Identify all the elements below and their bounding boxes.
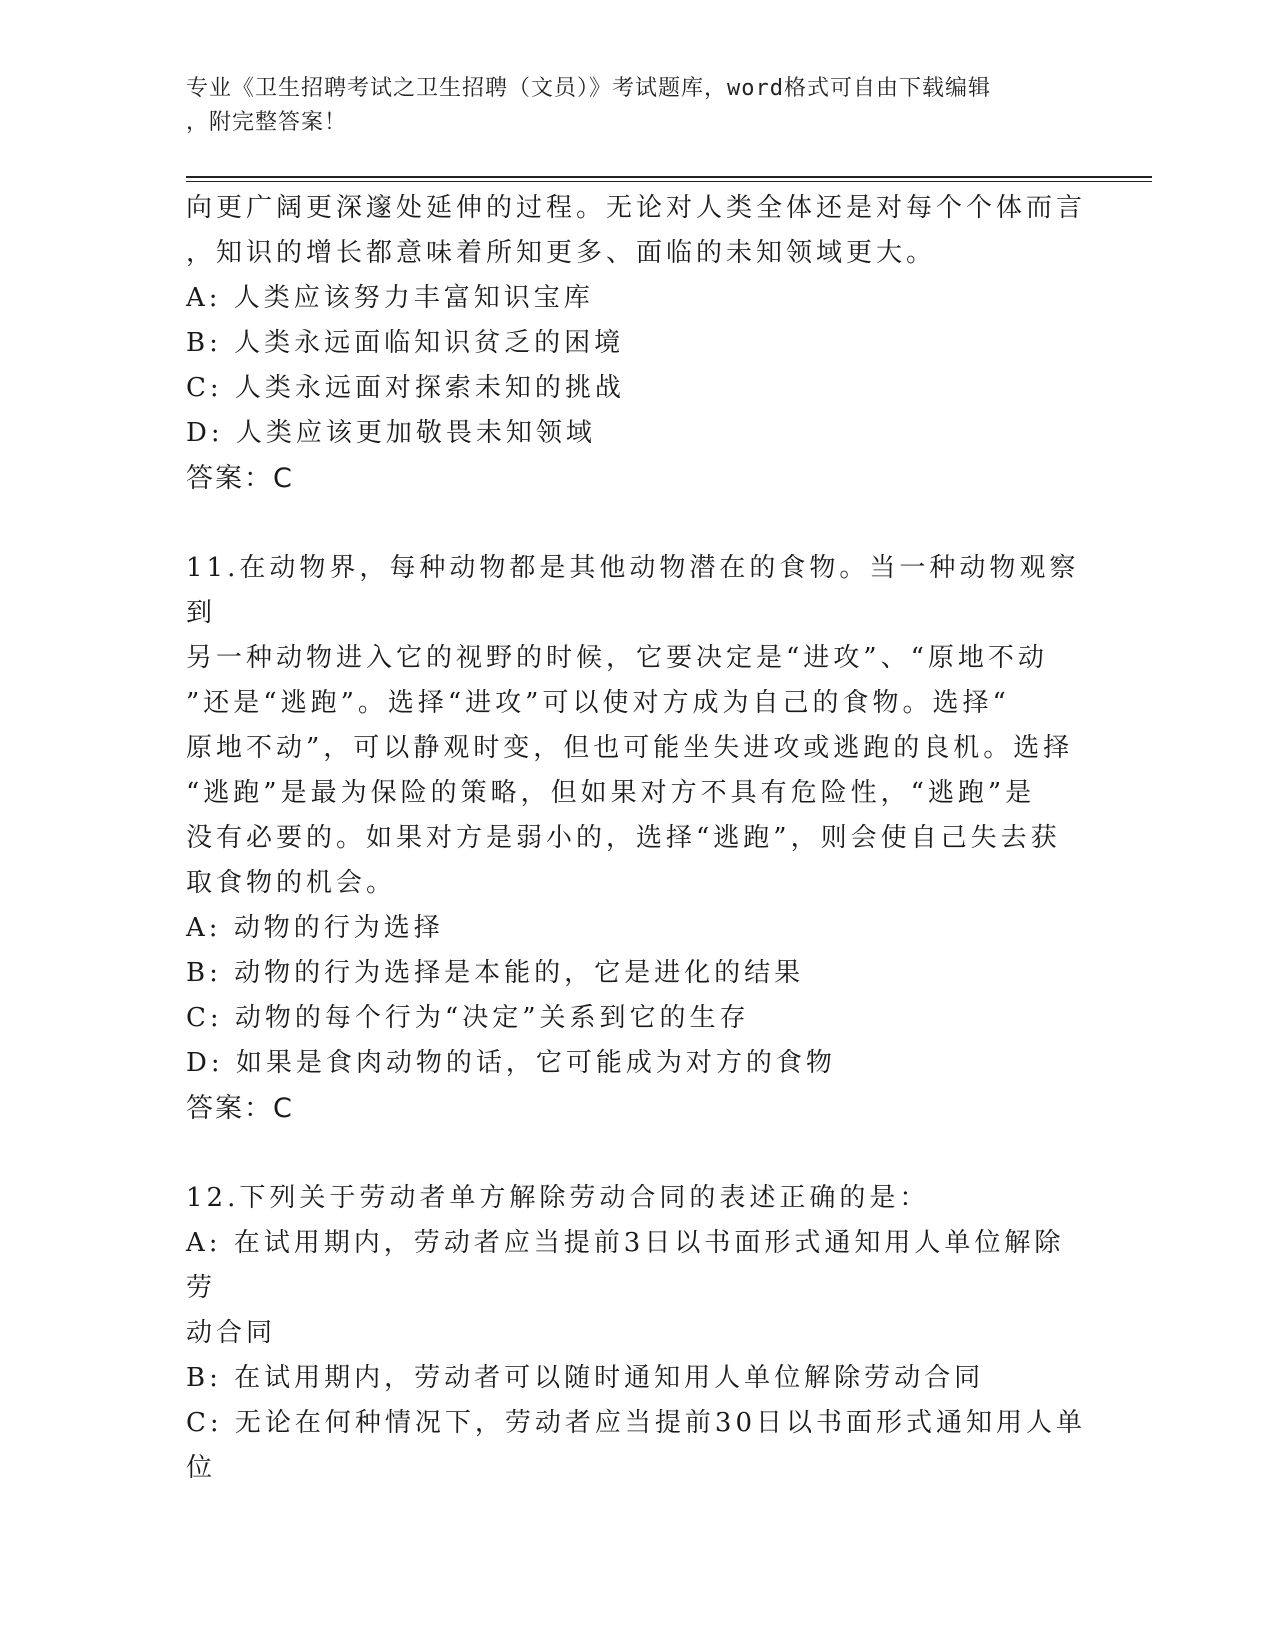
option-b: B: 在试用期内，劳动者可以随时通知用人单位解除劳动合同 — [186, 1363, 985, 1393]
option-a-continued: 动合同 — [186, 1318, 277, 1348]
question-text-line: 另一种动物进入它的视野的时候，它要决定是“进攻”、“原地不动 — [186, 643, 1048, 673]
option-a: A: 动物的行为选择 — [186, 913, 444, 943]
spacer — [186, 501, 1086, 546]
option-d: D: 人类应该更加敬畏未知领域 — [186, 418, 596, 448]
option-a: A: 在试用期内，劳动者应当提前3日以书面形式通知用人单位解除劳 — [186, 1228, 1065, 1303]
option-c: C: 动物的每个行为“决定”关系到它的生存 — [186, 1003, 750, 1033]
page-header — [186, 72, 1066, 140]
option-c-continued: 位 — [186, 1453, 217, 1483]
answer-line: 答案：C — [186, 463, 294, 494]
option-c: C: 无论在何种情况下，劳动者应当提前30日以书面形式通知用人单 — [186, 1408, 1087, 1438]
question-text-line: 11.在动物界，每种动物都是其他动物潜在的食物。当一种动物观察到 — [186, 553, 1080, 628]
question-text-line: ，知识的增长都意味着所知更多、面临的未知领域更大。 — [186, 238, 937, 268]
question-text-line: 向更广阔更深邃处延伸的过程。无论对人类全体还是对每个个体而言 — [186, 193, 1087, 223]
question-12 — [186, 1176, 1086, 1491]
option-d: D: 如果是食肉动物的话，它可能成为对方的食物 — [186, 1048, 836, 1078]
spacer — [186, 1131, 1086, 1176]
answer-line: 答案：C — [186, 1093, 294, 1124]
option-c: C: 人类永远面对探索未知的挑战 — [186, 373, 625, 403]
question-11 — [186, 546, 1086, 1131]
question-text-line: “逃跑”是最为保险的策略，但如果对方不具有危险性，“逃跑”是 — [186, 778, 1036, 808]
question-text-line: 原地不动”，可以静观时变，但也可能坐失进攻或逃跑的良机。选择 — [186, 733, 1074, 763]
option-a: A: 人类应该努力丰富知识宝库 — [186, 283, 594, 313]
question-10-continuation — [186, 186, 1086, 501]
option-b: B: 人类永远面临知识贫乏的困境 — [186, 328, 625, 358]
question-text-line: 没有必要的。如果对方是弱小的，选择“逃跑”，则会使自己失去获 — [186, 823, 1061, 853]
header-divider-thick — [186, 176, 1152, 178]
header-line-2: ，附完整答案！ — [186, 110, 348, 135]
question-text-line: ”还是“逃跑”。选择“进攻”可以使对方成为自己的食物。选择“ — [186, 688, 1010, 718]
option-b: B: 动物的行为选择是本能的，它是进化的结果 — [186, 958, 805, 988]
document-body — [186, 186, 1086, 1491]
header-divider-thin — [186, 181, 1152, 182]
question-text-line: 取食物的机会。 — [186, 868, 397, 898]
question-text-line: 12.下列关于劳动者单方解除劳动合同的表述正确的是： — [186, 1183, 930, 1213]
header-line-1: 专业《卫生招聘考试之卫生招聘（文员）》考试题库，word格式可自由下载编辑 — [186, 76, 991, 101]
